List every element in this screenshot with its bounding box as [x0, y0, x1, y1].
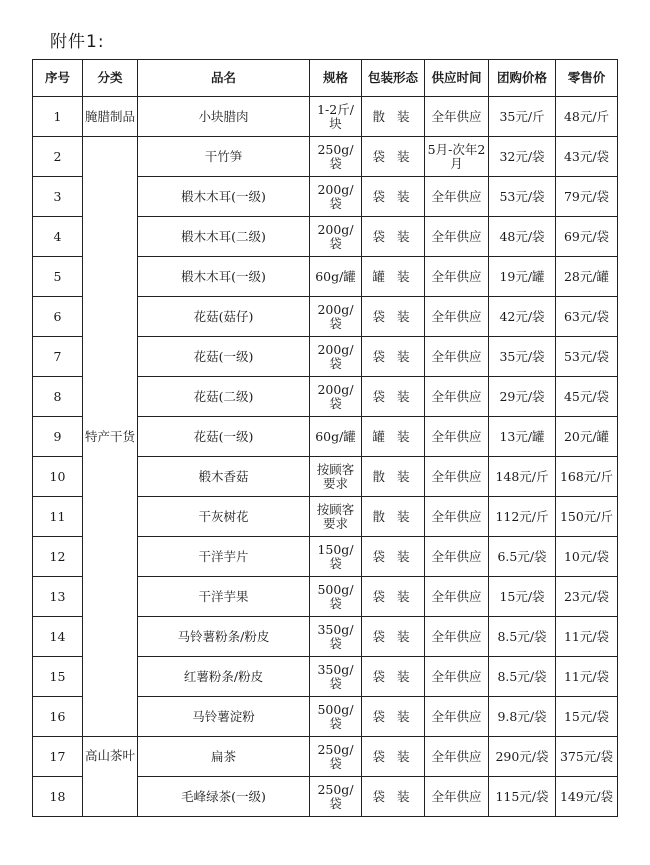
header-retail-price: 零售价: [556, 60, 618, 97]
row-retail-price: 53元/袋: [556, 337, 618, 377]
row-pack: 袋 装: [362, 617, 425, 657]
row-group-price: 32元/袋: [489, 137, 556, 177]
row-spec: 500g/袋: [310, 577, 362, 617]
row-spec: 200g/袋: [310, 337, 362, 377]
row-no: 8: [33, 377, 83, 417]
row-supply: 全年供应: [425, 457, 489, 497]
row-pack: 袋 装: [362, 297, 425, 337]
row-spec: 250g/袋: [310, 737, 362, 777]
table-row: [33, 737, 618, 777]
row-pack: 袋 装: [362, 537, 425, 577]
row-spec: 60g/罐: [310, 257, 362, 297]
row-name: 花菇(菇仔): [138, 297, 310, 337]
row-supply: 全年供应: [425, 177, 489, 217]
row-supply: 全年供应: [425, 577, 489, 617]
row-pack: 袋 装: [362, 777, 425, 817]
row-group-price: 29元/袋: [489, 377, 556, 417]
row-no: 1: [33, 97, 83, 137]
row-name: 干灰树花: [138, 497, 310, 537]
row-no: 16: [33, 697, 83, 737]
row-pack: 罐 装: [362, 257, 425, 297]
row-retail-price: 11元/袋: [556, 617, 618, 657]
row-supply: 全年供应: [425, 657, 489, 697]
row-no: 15: [33, 657, 83, 697]
row-name: 干洋芋片: [138, 537, 310, 577]
row-spec: 250g/袋: [310, 777, 362, 817]
row-group-price: 8.5元/袋: [489, 617, 556, 657]
row-name: 扁茶: [138, 737, 310, 777]
row-name: 马铃薯淀粉: [138, 697, 310, 737]
row-group-price: 42元/袋: [489, 297, 556, 337]
row-group-price: 53元/袋: [489, 177, 556, 217]
row-name: 花菇(二级): [138, 377, 310, 417]
row-retail-price: 149元/袋: [556, 777, 618, 817]
row-pack: 袋 装: [362, 697, 425, 737]
row-no: 17: [33, 737, 83, 777]
row-pack: 散 装: [362, 457, 425, 497]
row-name: 干竹笋: [138, 137, 310, 177]
row-group-price: 15元/袋: [489, 577, 556, 617]
row-no: 13: [33, 577, 83, 617]
row-spec: 按顾客要求: [310, 457, 362, 497]
row-no: 6: [33, 297, 83, 337]
row-group-price: 115元/袋: [489, 777, 556, 817]
row-name: 红薯粉条/粉皮: [138, 657, 310, 697]
row-no: 5: [33, 257, 83, 297]
header-name: 品名: [138, 60, 310, 97]
row-pack: 袋 装: [362, 217, 425, 257]
row-pack: 罐 装: [362, 417, 425, 457]
header-no: 序号: [33, 60, 83, 97]
row-pack: 袋 装: [362, 377, 425, 417]
row-retail-price: 79元/袋: [556, 177, 618, 217]
row-pack: 袋 装: [362, 577, 425, 617]
row-group-price: 48元/袋: [489, 217, 556, 257]
row-spec: 按顾客要求: [310, 497, 362, 537]
row-retail-price: 48元/斤: [556, 97, 618, 137]
row-spec: 200g/袋: [310, 297, 362, 337]
table-row: [33, 137, 618, 177]
row-supply: 全年供应: [425, 737, 489, 777]
row-supply: 全年供应: [425, 417, 489, 457]
row-supply: 全年供应: [425, 217, 489, 257]
row-pack: 袋 装: [362, 657, 425, 697]
product-price-table: [32, 59, 618, 817]
header-pack: 包装形态: [362, 60, 425, 97]
row-spec: 350g/袋: [310, 617, 362, 657]
row-spec: 350g/袋: [310, 657, 362, 697]
row-group-price: 19元/罐: [489, 257, 556, 297]
row-no: 7: [33, 337, 83, 377]
table-row: [33, 97, 618, 137]
row-retail-price: 168元/斤: [556, 457, 618, 497]
row-pack: 散 装: [362, 97, 425, 137]
row-retail-price: 11元/袋: [556, 657, 618, 697]
row-supply: 全年供应: [425, 97, 489, 137]
row-no: 18: [33, 777, 83, 817]
row-name: 椴木木耳(一级): [138, 177, 310, 217]
row-no: 4: [33, 217, 83, 257]
row-supply: 全年供应: [425, 377, 489, 417]
row-retail-price: 45元/袋: [556, 377, 618, 417]
attachment-label: 附件1:: [50, 32, 105, 52]
row-retail-price: 23元/袋: [556, 577, 618, 617]
row-retail-price: 20元/罐: [556, 417, 618, 457]
row-name: 马铃薯粉条/粉皮: [138, 617, 310, 657]
row-supply: 全年供应: [425, 537, 489, 577]
row-pack: 袋 装: [362, 177, 425, 217]
row-no: 12: [33, 537, 83, 577]
row-group-price: 9.8元/袋: [489, 697, 556, 737]
row-group-price: 35元/袋: [489, 337, 556, 377]
row-supply: 全年供应: [425, 297, 489, 337]
row-group-price: 6.5元/袋: [489, 537, 556, 577]
row-group-price: 148元/斤: [489, 457, 556, 497]
row-retail-price: 28元/罐: [556, 257, 618, 297]
row-retail-price: 375元/袋: [556, 737, 618, 777]
row-no: 9: [33, 417, 83, 457]
row-spec: 250g/袋: [310, 137, 362, 177]
row-supply: 全年供应: [425, 697, 489, 737]
row-supply: 全年供应: [425, 497, 489, 537]
row-spec: 150g/袋: [310, 537, 362, 577]
row-retail-price: 63元/袋: [556, 297, 618, 337]
row-spec: 1-2斤/块: [310, 97, 362, 137]
row-no: 14: [33, 617, 83, 657]
row-retail-price: 10元/袋: [556, 537, 618, 577]
row-supply: 全年供应: [425, 337, 489, 377]
header-row: [33, 60, 618, 97]
row-no: 10: [33, 457, 83, 497]
row-spec: 500g/袋: [310, 697, 362, 737]
row-name: 椴木木耳(二级): [138, 217, 310, 257]
row-supply: 全年供应: [425, 617, 489, 657]
row-name: 花菇(一级): [138, 337, 310, 377]
row-category: 特产干货: [83, 137, 138, 737]
row-group-price: 8.5元/袋: [489, 657, 556, 697]
row-spec: 200g/袋: [310, 217, 362, 257]
row-retail-price: 150元/斤: [556, 497, 618, 537]
row-group-price: 112元/斤: [489, 497, 556, 537]
table-body: [33, 97, 618, 817]
header-group-price: 团购价格: [489, 60, 556, 97]
row-spec: 200g/袋: [310, 177, 362, 217]
row-spec: 60g/罐: [310, 417, 362, 457]
row-retail-price: 15元/袋: [556, 697, 618, 737]
header-supply: 供应时间: [425, 60, 489, 97]
row-group-price: 13元/罐: [489, 417, 556, 457]
header-category: 分类: [83, 60, 138, 97]
row-pack: 散 装: [362, 497, 425, 537]
row-name: 小块腊肉: [138, 97, 310, 137]
row-supply: 全年供应: [425, 257, 489, 297]
row-no: 11: [33, 497, 83, 537]
row-category: 腌腊制品: [83, 97, 138, 137]
row-pack: 袋 装: [362, 737, 425, 777]
row-retail-price: 69元/袋: [556, 217, 618, 257]
row-no: 2: [33, 137, 83, 177]
row-group-price: 290元/袋: [489, 737, 556, 777]
row-name: 毛峰绿茶(一级): [138, 777, 310, 817]
row-supply: 5月-次年2月: [425, 137, 489, 177]
row-name: 椴木香菇: [138, 457, 310, 497]
row-pack: 袋 装: [362, 137, 425, 177]
row-name: 花菇(一级): [138, 417, 310, 457]
row-pack: 袋 装: [362, 337, 425, 377]
row-no: 3: [33, 177, 83, 217]
header-spec: 规格: [310, 60, 362, 97]
row-group-price: 35元/斤: [489, 97, 556, 137]
row-name: 干洋芋果: [138, 577, 310, 617]
row-supply: 全年供应: [425, 777, 489, 817]
row-category: 高山茶叶: [83, 737, 138, 817]
row-retail-price: 43元/袋: [556, 137, 618, 177]
row-spec: 200g/袋: [310, 377, 362, 417]
row-name: 椴木木耳(一级): [138, 257, 310, 297]
